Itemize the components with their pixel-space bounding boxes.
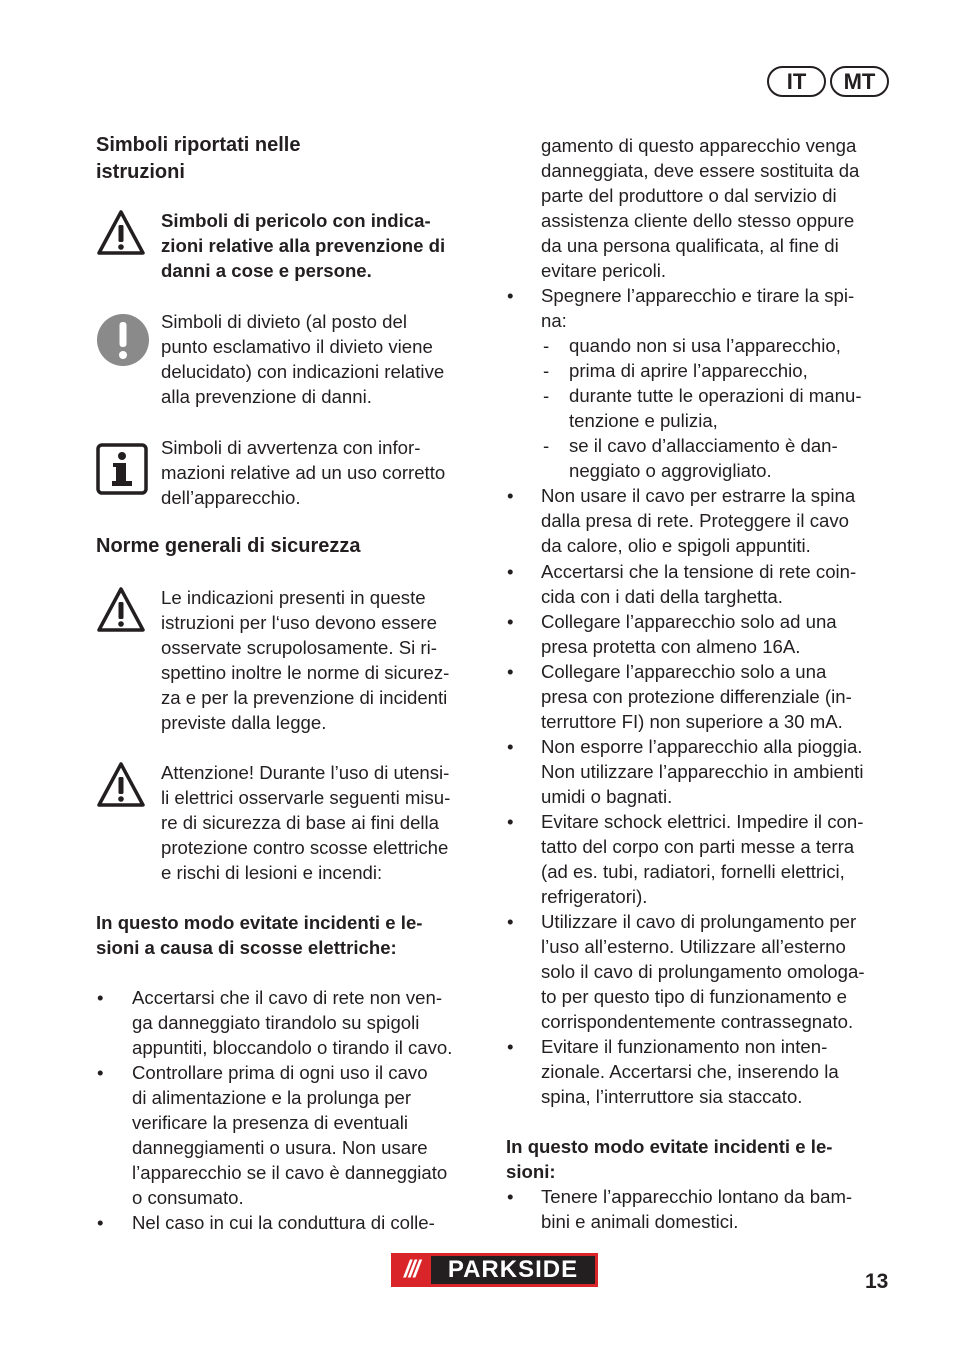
text-line: tenzione e pulizia, — [569, 410, 718, 431]
info-icon — [96, 443, 148, 495]
bullet-glyph: • — [97, 1062, 104, 1083]
text-line: In questo modo evitate incidenti e le- — [96, 912, 423, 933]
text-line: l’apparecchio se il cavo è danneggiato — [132, 1162, 448, 1183]
list-item — [541, 559, 901, 609]
bullet-glyph: • — [507, 1186, 514, 1207]
bullet-glyph: • — [507, 285, 514, 306]
dash-glyph: - — [543, 335, 550, 356]
text-line: Simboli di divieto (al posto del — [161, 311, 407, 332]
list-item — [541, 283, 901, 333]
text-line: sioni a causa di scosse elettriche: — [96, 937, 397, 958]
text-line: istruzioni per l‘uso devono essere — [161, 612, 437, 633]
text-line: da una persona qualificata, al fine di — [541, 235, 839, 256]
heading-line: istruzioni — [96, 161, 185, 183]
section-heading-safety: Norme generali di sicurezza — [96, 535, 361, 557]
section-heading-symbols — [96, 132, 476, 186]
list-item — [132, 1210, 492, 1235]
text-line: delucidato) con indicazioni relative — [161, 361, 445, 382]
sub-list-item — [569, 383, 899, 433]
text-line: punto esclamativo il divieto viene — [161, 336, 433, 357]
list-item — [132, 1060, 492, 1210]
text-line: osservate scrupolosamente. Si ri- — [161, 637, 437, 658]
text-line: Utilizzare il cavo di prolungamento per — [541, 911, 857, 932]
prohibition-exclamation-icon — [96, 313, 150, 367]
text-line: Controllare prima di ogni uso il cavo — [132, 1062, 428, 1083]
list-item — [541, 909, 901, 1034]
text-line: Non utilizzare l’apparecchio in ambienti — [541, 761, 864, 782]
text-line: l’uso all’esterno. Utilizzare all’esterno — [541, 936, 846, 957]
text-line: e rischi di lesioni e incendi: — [161, 862, 383, 883]
logo-text: PARKSIDE — [431, 1256, 595, 1284]
text-line: verificare la presenza di eventuali — [132, 1112, 408, 1133]
dash-glyph: - — [543, 435, 550, 456]
bullet-glyph: • — [507, 736, 514, 757]
list-item — [541, 1184, 901, 1234]
bullet-glyph: • — [507, 811, 514, 832]
text-line: Spegnere l’apparecchio e tirare la spi- — [541, 285, 855, 306]
warning-instructions-text — [161, 585, 491, 735]
heading-line: Simboli riportati nelle — [96, 134, 301, 156]
text-line: danni a cose e persone. — [161, 260, 372, 281]
text-line: se il cavo d’allacciamento è dan- — [569, 435, 838, 456]
text-line: mazioni relative ad un uso corretto — [161, 462, 446, 483]
text-line: previste dalla legge. — [161, 712, 327, 733]
text-line: gamento di questo apparecchio venga — [541, 135, 857, 156]
page-number: 13 — [865, 1270, 889, 1293]
text-line: Simboli di avvertenza con infor- — [161, 437, 421, 458]
text-line: Le indicazioni presenti in queste — [161, 587, 426, 608]
text-line: alla prevenzione di danni. — [161, 386, 372, 407]
bullet-glyph: • — [507, 561, 514, 582]
text-line: o consumato. — [132, 1187, 244, 1208]
text-line: to per questo tipo di funzionamento e — [541, 986, 847, 1007]
text-line: Non usare il cavo per estrarre la spina — [541, 485, 856, 506]
text-line: dell’apparecchio. — [161, 487, 301, 508]
text-line: evitare pericoli. — [541, 260, 667, 281]
text-line: na: — [541, 310, 567, 331]
text-line: Collegare l’apparecchio solo ad una — [541, 611, 837, 632]
text-line: cida con i dati della targhetta. — [541, 586, 783, 607]
text-line: refrigeratori). — [541, 886, 648, 907]
list-item — [541, 1034, 901, 1109]
symbol-danger-text — [161, 208, 481, 283]
text-line: spina, l’interruttore sia staccato. — [541, 1086, 803, 1107]
text-line: corrispondentemente contrassegnato. — [541, 1011, 854, 1032]
text-line: Accertarsi che il cavo di rete non ven- — [132, 987, 443, 1008]
subheading-injuries — [506, 1134, 896, 1184]
list-item — [541, 609, 901, 659]
text-line: re di sicurezza di base ai fini della — [161, 812, 440, 833]
parkside-logo — [391, 1253, 598, 1287]
text-line: tatto del corpo con parti messe a terra — [541, 836, 855, 857]
text-line: Accertarsi che la tensione di rete coin- — [541, 561, 857, 582]
text-line: Tenere l’apparecchio lontano da bam- — [541, 1186, 853, 1207]
dash-glyph: - — [543, 385, 550, 406]
list-item — [132, 985, 492, 1060]
text-line: assistenza cliente dello stesso oppure — [541, 210, 855, 231]
text-line: sioni: — [506, 1161, 556, 1182]
logo-stripes: /// — [403, 1256, 418, 1283]
bullet-glyph: • — [507, 485, 514, 506]
text-line: appuntiti, bloccandolo o tirando il cavo. — [132, 1037, 453, 1058]
warning-triangle-icon — [96, 585, 146, 635]
text-line: durante tutte le operazioni di manu- — [569, 385, 862, 406]
list-item — [541, 734, 901, 809]
warning-triangle-icon — [96, 208, 146, 258]
sub-list-item — [569, 333, 899, 358]
text-line: danneggiata, deve essere sostituita da — [541, 160, 860, 181]
symbol-info-text — [161, 435, 481, 510]
text-line: parte del produttore o dal servizio di — [541, 185, 837, 206]
warning-triangle-icon — [96, 760, 146, 810]
text-line: (ad es. tubi, radiatori, fornelli elettrici, — [541, 861, 845, 882]
text-line: bini e animali domestici. — [541, 1211, 739, 1232]
list-item — [541, 809, 901, 909]
subheading-electric-shock — [96, 910, 476, 960]
text-line: neggiato o aggrovigliato. — [569, 460, 772, 481]
text-line: Collegare l’apparecchio solo a una — [541, 661, 827, 682]
text-line: presa con protezione differenziale (in- — [541, 686, 852, 707]
bullet-glyph: • — [507, 661, 514, 682]
symbol-prohibition-text — [161, 309, 481, 409]
dash-glyph: - — [543, 360, 550, 381]
lang-tag-mt: MT — [830, 66, 889, 97]
text-line: protezione contro scosse elettriche — [161, 837, 449, 858]
text-line: terruttore FI) non superiore a 30 mA. — [541, 711, 843, 732]
text-line: li elettrici osservarle seguenti misu- — [161, 787, 451, 808]
bullet-glyph: • — [97, 1212, 104, 1233]
warning-electrical-text — [161, 760, 491, 885]
text-line: umidi o bagnati. — [541, 786, 673, 807]
text-line: dalla presa di rete. Proteggere il cavo — [541, 510, 850, 531]
sub-list-item — [569, 358, 899, 383]
text-line: da calore, olio e spigoli appuntiti. — [541, 535, 811, 556]
text-line: di alimentazione e la prolunga per — [132, 1087, 412, 1108]
lang-tag-it: IT — [767, 66, 826, 97]
list-item — [541, 483, 901, 558]
text-line: ga danneggiato tirandolo su spigoli — [132, 1012, 420, 1033]
text-line: Evitare il funzionamento non inten- — [541, 1036, 828, 1057]
text-line: Attenzione! Durante l’uso di utensi- — [161, 762, 450, 783]
text-line: quando non si usa l’apparecchio, — [569, 335, 841, 356]
text-line: danneggiamenti o usura. Non usare — [132, 1137, 428, 1158]
text-line: zionale. Accertarsi che, inserendo la — [541, 1061, 839, 1082]
text-line: spettino inoltre le norme di sicurez- — [161, 662, 450, 683]
text-line: Simboli di pericolo con indica- — [161, 210, 431, 231]
text-line: Non esporre l’apparecchio alla pioggia. — [541, 736, 863, 757]
text-line: prima di aprire l’apparecchio, — [569, 360, 808, 381]
text-line: In questo modo evitate incidenti e le- — [506, 1136, 833, 1157]
sub-list-item — [569, 433, 899, 483]
text-line: presa protetta con almeno 16A. — [541, 636, 801, 657]
text-line: solo il cavo di prolungamento omologa- — [541, 961, 865, 982]
continued-text — [541, 133, 901, 283]
text-line: za e per la prevenzione di incidenti — [161, 687, 448, 708]
text-line: Evitare schock elettrici. Impedire il con- — [541, 811, 864, 832]
bullet-glyph: • — [507, 911, 514, 932]
bullet-glyph: • — [507, 611, 514, 632]
list-item — [541, 659, 901, 734]
text-line: Nel caso in cui la conduttura di colle- — [132, 1212, 435, 1233]
text-line: zioni relative alla prevenzione di — [161, 235, 446, 256]
bullet-glyph: • — [97, 987, 104, 1008]
bullet-glyph: • — [507, 1036, 514, 1057]
